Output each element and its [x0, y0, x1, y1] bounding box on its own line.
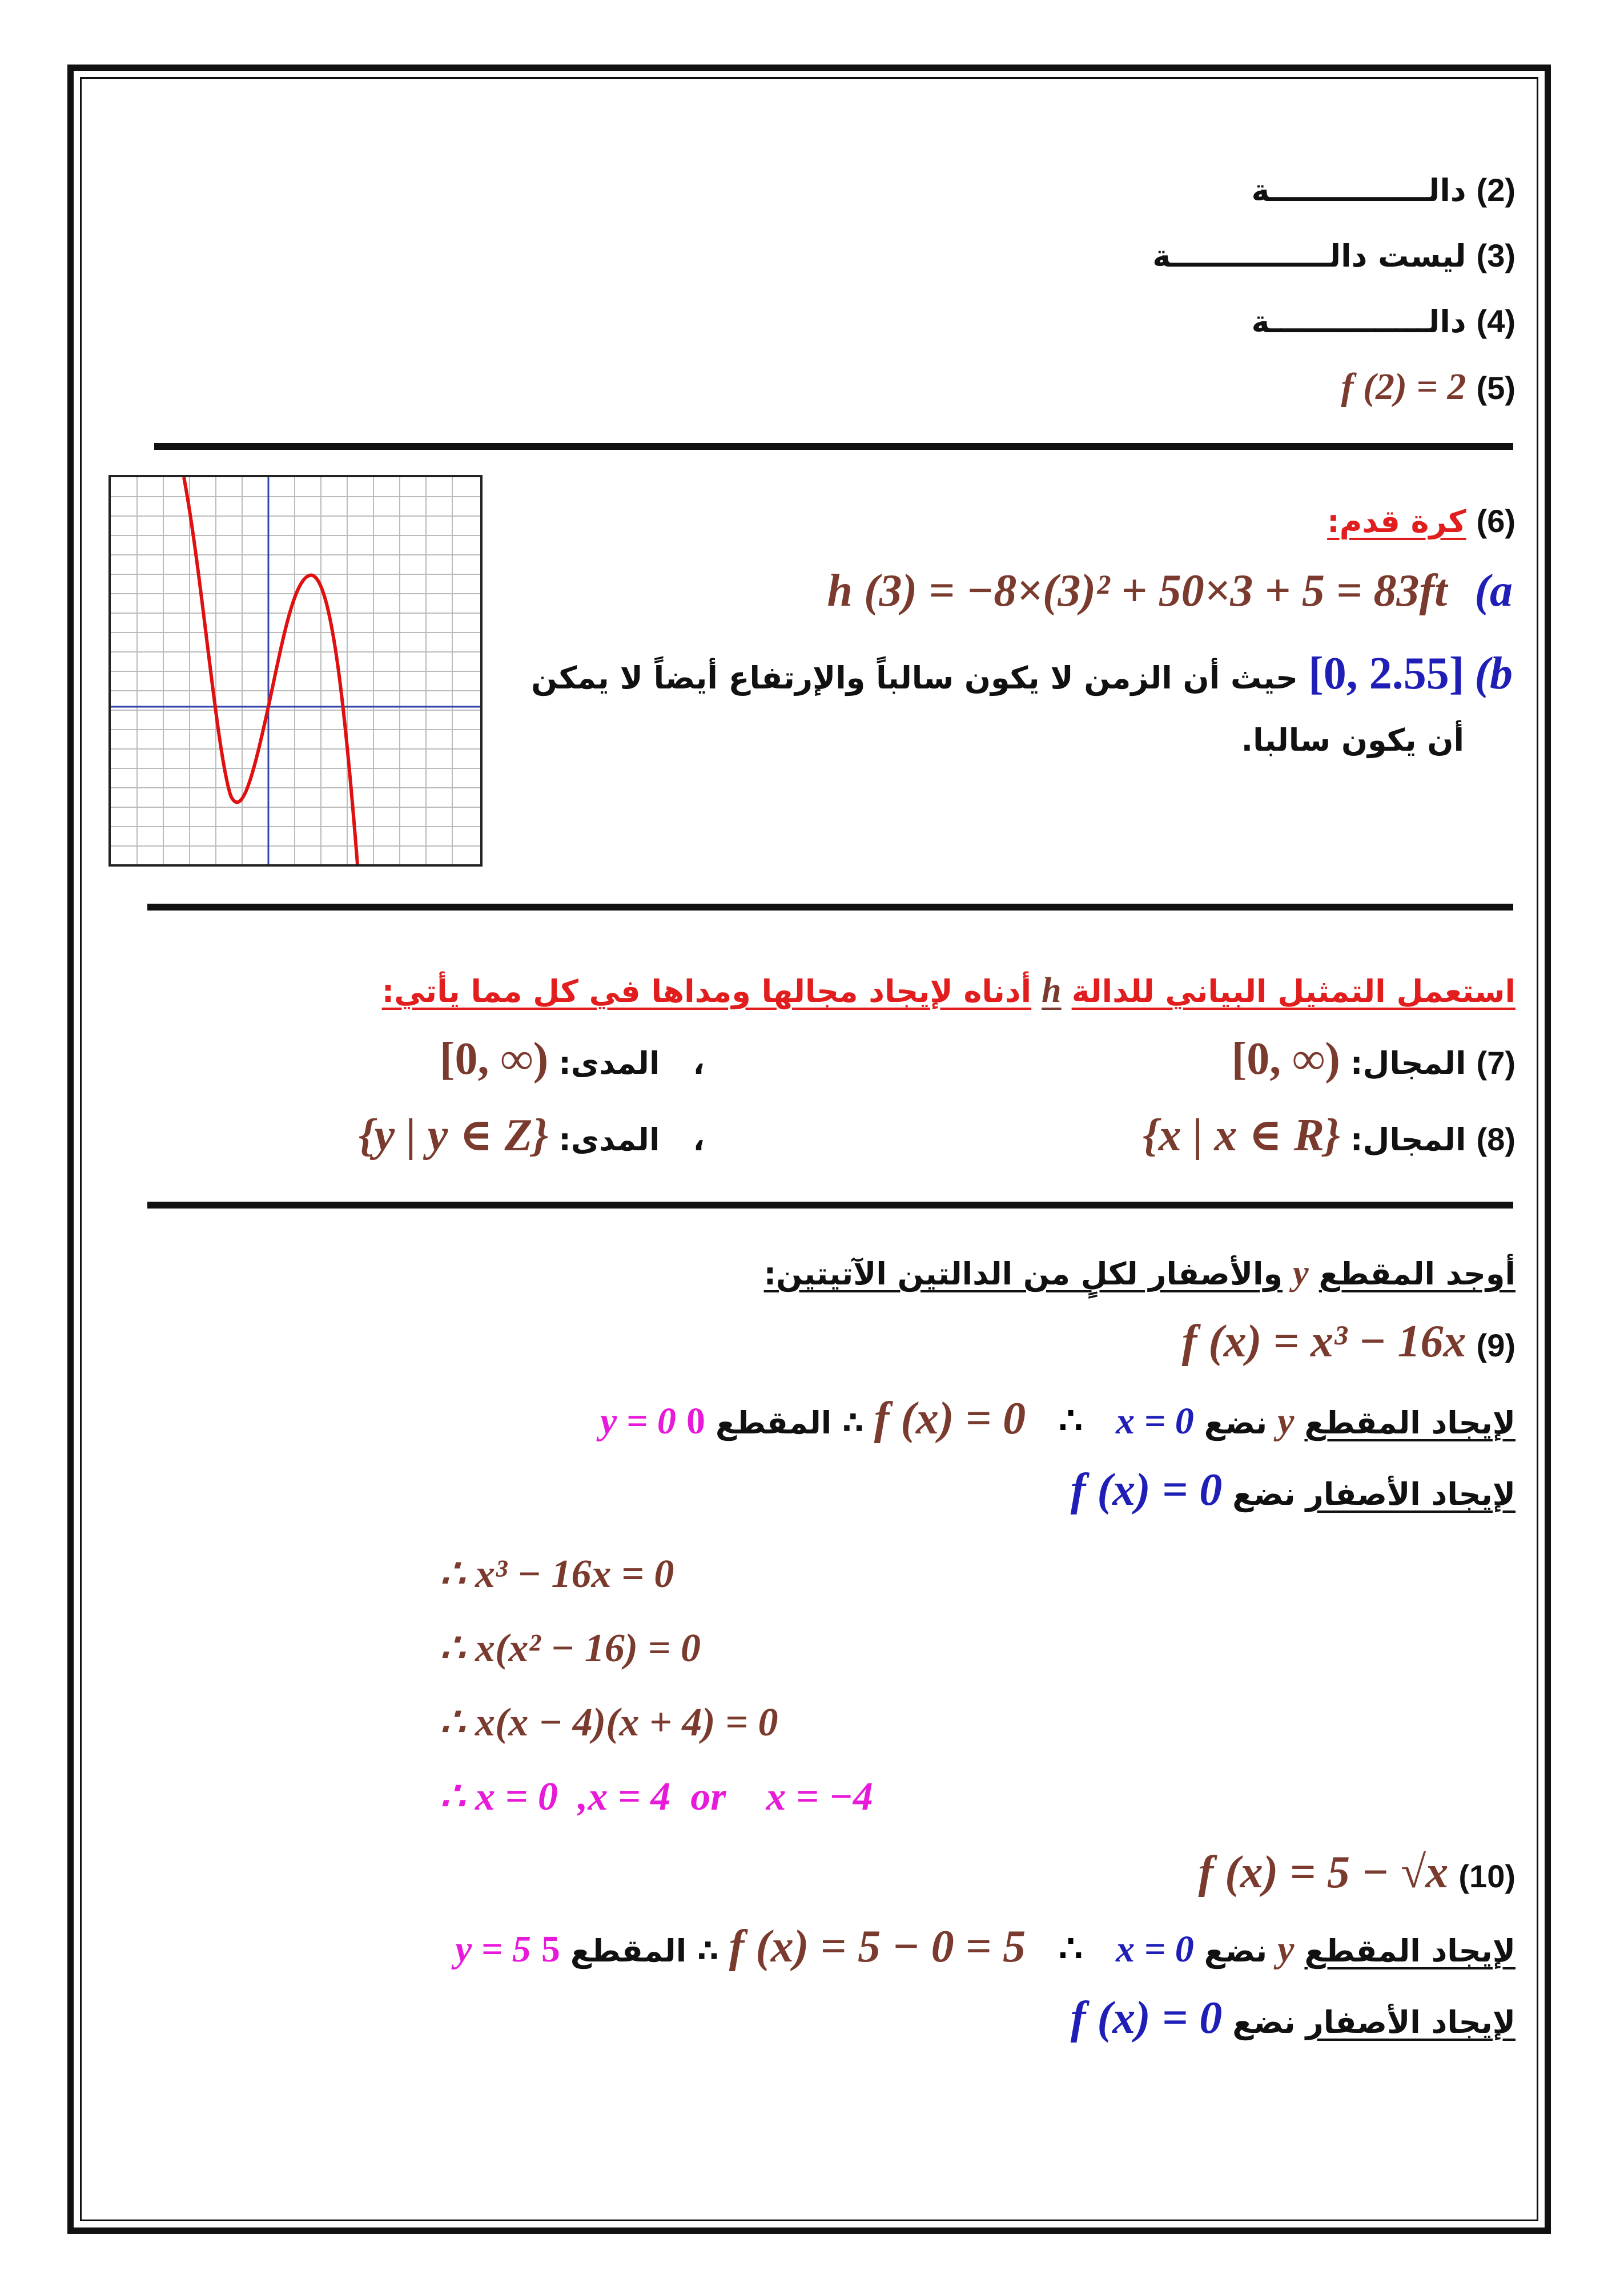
q78-heading-var: h	[1042, 971, 1062, 1010]
item-5	[1341, 365, 1516, 409]
find-zeros-label: لإيجاد الأصفار	[1305, 1476, 1516, 1512]
q10-function-line	[1199, 1847, 1516, 1899]
q9-x-equals-zero: x = 0	[1116, 1400, 1194, 1442]
q78-heading	[382, 970, 1516, 1011]
q9-y-intercept-line	[600, 1393, 1516, 1445]
therefore-symbol: ∴	[1059, 1928, 1083, 1970]
q10-intercept-value: 5	[541, 1928, 560, 1970]
therefore-symbol: ∴	[1059, 1400, 1083, 1442]
item-number: (2)	[1476, 172, 1516, 208]
graph-svg	[111, 477, 480, 864]
q9-function-line	[1182, 1316, 1516, 1368]
q6-b-label: (b	[1474, 648, 1513, 699]
q9-f-of-x-zero: f (x) = 0	[874, 1393, 1026, 1444]
item-number: (3)	[1476, 237, 1516, 273]
q9-intercept-value: 0	[686, 1400, 705, 1442]
divider-1	[154, 443, 1513, 450]
q910-heading	[764, 1253, 1516, 1294]
q6-b-line	[531, 648, 1513, 700]
q910-heading-pre: أوجد المقطع	[1319, 1256, 1516, 1292]
intercept-label: ∴ المقطع	[570, 1933, 719, 1969]
item-4	[1251, 303, 1516, 340]
q8-range	[359, 1107, 705, 1162]
q6-title-line	[1327, 502, 1516, 539]
intercept-label: ∴ المقطع	[715, 1405, 864, 1441]
q8-domain	[1143, 1107, 1516, 1162]
q78-heading-post: أدناه لإيجاد مجالها ومداها في كل مما يأتي:	[381, 973, 1032, 1009]
put-label: نضع	[1204, 1933, 1268, 1969]
divider-3	[147, 1202, 1513, 1209]
zeros-equation: f (x) = 0	[1070, 1993, 1223, 2043]
q10-f-of-x: f (x) = 5 − 0 = 5	[729, 1922, 1026, 1972]
q6-a-label: (a	[1474, 566, 1513, 616]
find-y-intercept-label: لإيجاد المقطع	[1304, 1933, 1516, 1969]
put-label: نضع	[1204, 1405, 1268, 1441]
graph-gridlines	[111, 477, 480, 864]
find-y-intercept-label: لإيجاد المقطع	[1304, 1405, 1516, 1441]
item-3	[1152, 237, 1516, 274]
q10-x-equals-zero: x = 0	[1116, 1928, 1194, 1970]
item-2	[1251, 171, 1516, 208]
q8-range-label: المدى:	[558, 1122, 660, 1158]
q7-number: (7)	[1476, 1045, 1516, 1081]
q6-b-interval: [0, 2.55]	[1308, 648, 1465, 699]
q9-step-3: ∴ x(x − 4)(x + 4) = 0	[440, 1701, 778, 1745]
q910-heading-var: y	[1293, 1254, 1309, 1292]
find-zeros-label: لإيجاد الأصفار	[1305, 2004, 1516, 2040]
q9-step-1: ∴ x³ − 16x = 0	[440, 1552, 674, 1596]
q6-a-line	[827, 565, 1513, 617]
q78-heading-pre: استعمل التمثيل البياني للدالة	[1071, 973, 1516, 1009]
y-variable: y	[1277, 1400, 1295, 1442]
q8-domain-label: المجال:	[1350, 1122, 1466, 1158]
item-text: ليست دالـــــــــــــــة	[1152, 238, 1466, 274]
q8-range-value: {y | y ∈ Z}	[358, 1110, 549, 1161]
q10-function: f (x) = 5 − √x	[1198, 1847, 1449, 1898]
q10-zeros-line	[1071, 1992, 1516, 2044]
item-number: (4)	[1476, 303, 1516, 339]
q8-separator: ،	[693, 1122, 705, 1158]
q7-range-value: [0, ∞)	[439, 1034, 549, 1084]
q8-number: (8)	[1476, 1121, 1516, 1157]
q10-y-equals: y = 5	[455, 1928, 531, 1970]
zeros-put-label: نضع	[1232, 2004, 1296, 2040]
y-variable: y	[1277, 1928, 1295, 1970]
q7-range-label: المدى:	[558, 1045, 660, 1081]
q7-separator: ،	[693, 1045, 705, 1081]
q6-number: (6)	[1476, 503, 1516, 539]
q9-y-equals: y = 0	[600, 1400, 676, 1442]
q9-zeros-line	[1071, 1464, 1516, 1516]
q9-function: f (x) = x³ − 16x	[1181, 1316, 1466, 1367]
item-number: (5)	[1476, 370, 1516, 406]
q9-number: (9)	[1476, 1327, 1516, 1363]
q7-domain-label: المجال:	[1350, 1045, 1466, 1081]
q6-b-text-2: أن يكون سالبا.	[1241, 722, 1464, 758]
item-5-math: f (2) = 2	[1341, 366, 1466, 408]
q7-domain-value: [0, ∞)	[1231, 1034, 1340, 1084]
q6-b-text: حيث أن الزمن لا يكون سالباً والإرتفاع أيضاً لا يمكن	[531, 660, 1299, 696]
q6-a-math: h (3) = −8×(3)² + 50×3 + 5 = 83ft	[827, 566, 1448, 616]
divider-2	[147, 904, 1513, 911]
item-text: دالـــــــــــــــة	[1251, 172, 1466, 208]
q7-domain	[1232, 1033, 1516, 1085]
q8-domain-value: {x | x ∈ R}	[1143, 1110, 1340, 1161]
zeros-put-label: نضع	[1232, 1476, 1296, 1512]
q6-title: كرة قدم:	[1327, 503, 1466, 539]
q10-y-intercept-line	[455, 1921, 1516, 1973]
function-graph	[108, 475, 483, 867]
q6-b-line-2	[1241, 722, 1464, 758]
q9-step-2: ∴ x(x² − 16) = 0	[440, 1626, 701, 1670]
q9-answer: ∴ x = 0 ,x = 4 or x = −4	[440, 1775, 873, 1819]
q10-number: (10)	[1458, 1858, 1516, 1894]
q7-range	[440, 1033, 705, 1085]
q910-heading-post: والأصفار لكلٍ من الدالتين الآتيتين:	[763, 1256, 1283, 1292]
zeros-equation: f (x) = 0	[1070, 1465, 1223, 1515]
item-text: دالـــــــــــــــة	[1251, 304, 1466, 340]
